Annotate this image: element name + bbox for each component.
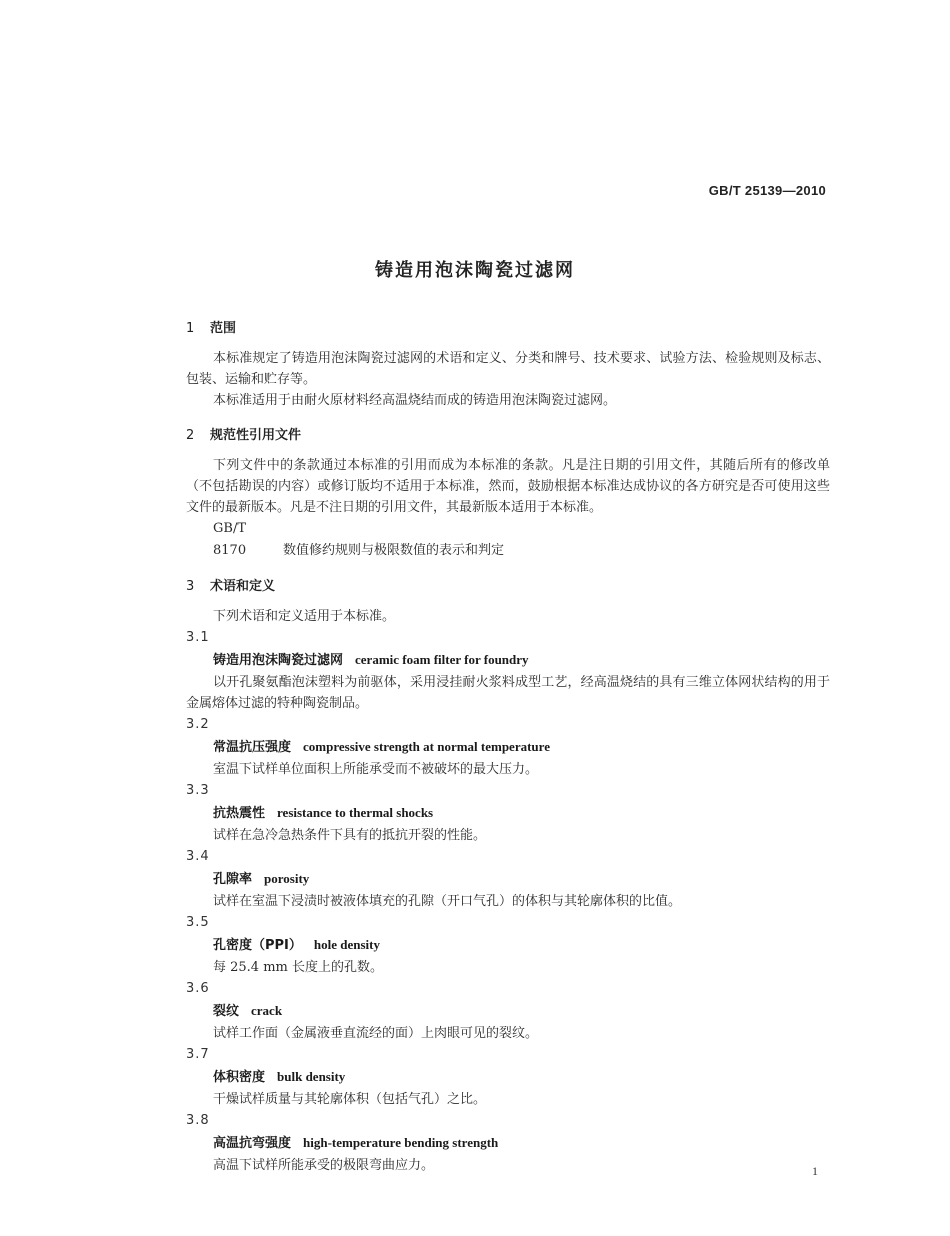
section-title: 规范性引用文件	[210, 428, 302, 443]
term-en: compressive strength at normal temperature	[303, 739, 550, 754]
reference-entry	[186, 518, 830, 562]
term-definition: 每 25.4 mm 长度上的孔数。	[213, 960, 383, 975]
term-number: 3.3	[186, 783, 210, 798]
term-definition: 试样在急冷急热条件下具有的抵抗开裂的性能。	[213, 828, 487, 843]
term-en: crack	[251, 1003, 283, 1018]
term-entry	[186, 978, 830, 1044]
section-heading-scope	[186, 318, 830, 340]
section-number: 1	[186, 321, 195, 336]
document-title: 铸造用泡沫陶瓷过滤网	[375, 260, 575, 281]
references-paragraph: 下列文件中的条款通过本标准的引用而成为本标准的条款。凡是注日期的引用文件，其随后所有的修改单（不包括勘误的内容）或修订版均不适用于本标准，然而，鼓励根据本标准达成协议的各方研究是否可使用这些文件的最新版本。凡是不注日期的引用文件，其最新版本适用于本标准。	[186, 458, 830, 515]
term-number: 3.4	[186, 849, 210, 864]
term-definition: 试样工作面（金属液垂直流经的面）上肉眼可见的裂纹。	[213, 1026, 539, 1041]
term-zh: 高温抗弯强度	[213, 1136, 292, 1151]
term-entry	[186, 714, 830, 780]
term-zh: 体积密度	[213, 1070, 266, 1085]
standard-code: GB/T 25139—2010	[708, 183, 826, 198]
term-entry	[186, 1110, 830, 1176]
term-zh: 常温抗压强度	[213, 740, 292, 755]
term-number: 3.7	[186, 1047, 210, 1062]
term-heading	[186, 934, 830, 957]
term-entry	[186, 846, 830, 912]
term-heading	[186, 649, 830, 672]
term-number: 3.6	[186, 981, 210, 996]
term-definition: 以开孔聚氨酯泡沫塑料为前驱体，采用浸挂耐火浆料成型工艺，经高温烧结的具有三维立体网状结构的用于金属熔体过滤的特种陶瓷制品。	[186, 675, 830, 711]
terms-intro: 下列术语和定义适用于本标准。	[213, 609, 396, 624]
term-zh: 孔密度（PPI）	[213, 938, 302, 953]
term-heading	[186, 736, 830, 759]
term-entry	[186, 780, 830, 846]
section-number: 2	[186, 428, 195, 443]
term-en: porosity	[264, 871, 310, 886]
document-body	[186, 318, 830, 1176]
term-zh: 裂纹	[213, 1004, 240, 1019]
term-list	[186, 627, 830, 1176]
term-en: resistance to thermal shocks	[277, 805, 434, 820]
section-heading-normative-references	[186, 425, 830, 447]
term-en: hole density	[313, 937, 380, 952]
term-en: ceramic foam filter for foundry	[355, 652, 529, 667]
term-definition: 高温下试样所能承受的极限弯曲应力。	[213, 1158, 435, 1173]
section-title: 范围	[210, 321, 237, 336]
term-heading	[186, 1000, 830, 1023]
section-title: 术语和定义	[210, 579, 276, 594]
term-heading	[186, 868, 830, 891]
term-number: 3.8	[186, 1113, 210, 1128]
term-heading	[186, 1132, 830, 1155]
reference-code: GB/T 8170	[213, 521, 247, 558]
term-en: bulk density	[277, 1069, 346, 1084]
reference-title: 数值修约规则与极限数值的表示和判定	[283, 543, 505, 558]
term-heading	[186, 1066, 830, 1089]
term-entry	[186, 912, 830, 978]
term-en: high-temperature bending strength	[303, 1135, 499, 1150]
term-number: 3.5	[186, 915, 210, 930]
page-number: 1	[812, 1164, 818, 1178]
scope-paragraph-1: 本标准规定了铸造用泡沫陶瓷过滤网的术语和定义、分类和牌号、技术要求、试验方法、检验规则及标志、包装、运输和贮存等。	[186, 351, 830, 387]
scope-paragraph-2: 本标准适用于由耐火原材料经高温烧结而成的铸造用泡沫陶瓷过滤网。	[213, 393, 617, 408]
term-zh: 抗热震性	[213, 806, 266, 821]
term-entry	[186, 627, 830, 714]
term-number: 3.2	[186, 717, 210, 732]
term-heading	[186, 802, 830, 825]
term-definition: 干燥试样质量与其轮廓体积（包括气孔）之比。	[213, 1092, 487, 1107]
term-definition: 室温下试样单位面积上所能承受而不被破坏的最大压力。	[213, 762, 539, 777]
section-heading-terms	[186, 576, 830, 598]
term-number: 3.1	[186, 630, 210, 645]
section-number: 3	[186, 579, 195, 594]
term-entry	[186, 1044, 830, 1110]
term-zh: 铸造用泡沫陶瓷过滤网	[213, 653, 344, 668]
term-definition: 试样在室温下浸渍时被液体填充的孔隙（开口气孔）的体积与其轮廓体积的比值。	[213, 894, 682, 909]
term-zh: 孔隙率	[213, 872, 253, 887]
